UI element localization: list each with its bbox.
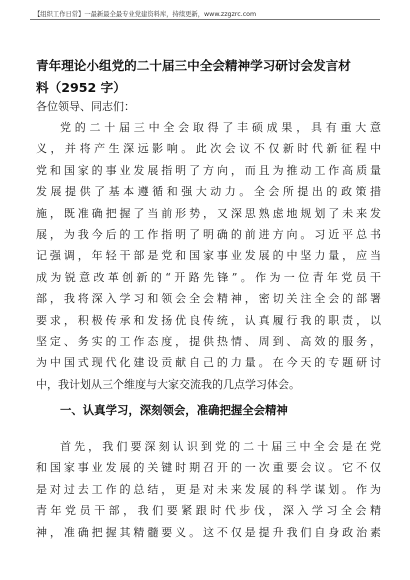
paragraph-line: 要求，积极传承和发扬优良传统，认真履行我的职责，以 [36, 313, 381, 327]
paragraph-line: 神，准确把握其精髓要义。这不仅是提升我们自身政治素 [36, 525, 381, 539]
paragraph-line: 是对过去工作的总结，更是对未来发展的科学谋划。作为 [36, 482, 381, 496]
paragraph-line: 和国家事业发展的关键时期召开的一次重要会议。它不仅 [36, 461, 381, 475]
paragraph-line: 青年党员干部，我们要紧跟时代步伐，深入学习全会精 [36, 504, 381, 518]
paragraph-line: 首先，我们要深刻认识到党的二十届三中全会是在党 [60, 440, 381, 453]
title-line-1: 青年理论小组党的二十届三中全会精神学习研讨会发言材 [36, 58, 351, 73]
paragraph-line: 部，我将深入学习和领会全会精神，密切关注全会的部署 [36, 292, 381, 306]
title-line-2: 料（2952 字） [36, 80, 126, 95]
paragraph-line: 义，并将产生深远影响。此次会议不仅新时代新征程中 [36, 142, 381, 156]
paragraph-line: 为中国式现代化建设贡献自己的力量。在今天的专题研讨 [36, 356, 381, 370]
paragraph-line: 党的二十届三中全会取得了丰硕成果，具有重大意 [60, 121, 381, 134]
paragraph-line: 党和国家的事业发展指明了方向，而且为推动工作高质量 [36, 163, 381, 177]
header-banner-text: 【组织工作日常】一最新最全最专业党建资料库，持续更新，www.zzgzrc.com [34, 11, 257, 18]
header-divider [30, 19, 380, 20]
paragraph-line: 成为锐意改革创新的“开路先锋”。作为一位青年党员干 [36, 270, 381, 284]
document-title [36, 55, 381, 99]
section-heading-1: 一、认真学习，深刻领会，准确把握全会精神 [60, 403, 288, 417]
paragraph-line: 记强调，年轻干部是党和国家事业发展的中坚力量，应当 [36, 249, 381, 263]
paragraph-line: 坚定、务实的工作态度，提供热情、周到、高效的服务， [36, 334, 381, 348]
salutation: 各位领导、同志们： [36, 100, 135, 113]
paragraph-2 [36, 436, 381, 543]
paragraph-line: 展，为我今后的工作指明了明确的前进方向。习近平总书 [36, 227, 381, 241]
paragraph-line: 发展提供了基本遵循和强大动力。全会所提出的政策措 [36, 185, 381, 199]
paragraph-1 [36, 117, 381, 395]
paragraph-line: 中，我计划从三个维度与大家交流我的几点学习体会。 [36, 377, 300, 391]
paragraph-line: 施，既准确把握了当前形势，又深思熟虑地规划了未来发 [36, 206, 381, 220]
